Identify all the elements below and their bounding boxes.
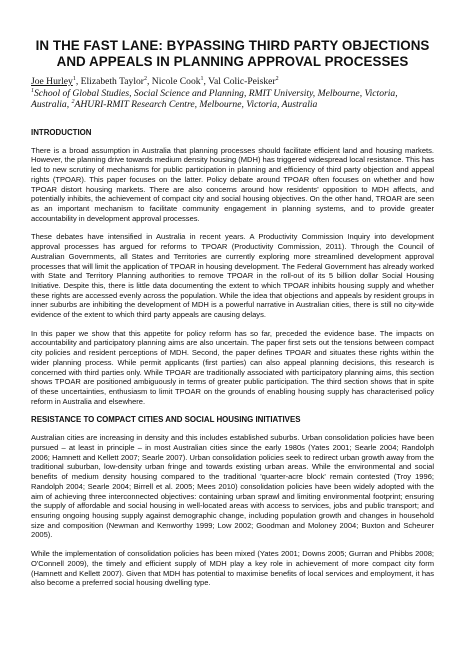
affiliation-text: AHURI-RMIT Research Centre, Melbourne, Victoria, Australia [74, 99, 318, 111]
affiliation-line-2 [31, 99, 434, 111]
author-separator: , [146, 76, 152, 87]
spacer [31, 111, 434, 128]
affiliations [31, 88, 434, 111]
author-separator: , [75, 76, 81, 87]
section-heading: INTRODUCTION [31, 127, 92, 137]
title-line-2: AND APPEALS IN PLANNING APPROVAL PROCESSES [56, 53, 409, 69]
body-paragraph: There is a broad assumption in Australia that planning processes should facilitate efficient land and housing markets. However, the planning drive towards medium density housing (MDH) has triggered widespread local resistance. This has led to new scrutiny of mechanisms for public participation in planning and efficiency of third party objection and appeal rights (TPOAR). This paper focuses on the latter. Policy debate around TPOAR often focuses on whether and how TPOAR distort housing markets. There are also concerns around how residents' opposition to MDH affects, and potentially inhibits, the achievement of compact city and social housing objectives. On the other hand, TROAR are seen as an important mechanism to facilitate community engagement in planning systems, and to provide greater accountability in development approval processes. [31, 145, 434, 223]
paper-title [31, 38, 434, 69]
author-separator: , [203, 76, 209, 87]
title-line-1: IN THE FAST LANE: BYPASSING THIRD PARTY OBJECTIONS [35, 38, 430, 53]
affiliation-line-1 [31, 88, 434, 100]
affiliation-text: Australia, [31, 99, 72, 111]
author-affiliation-mark: 1 [72, 75, 76, 82]
body-paragraph: While the implementation of consolidation policies has been mixed (Yates 2001; Downs 2005; Gurran and Phibbs 2008; O'Connell 2009), the timely and efficient supply of MDH play a key role in achievement of more compact city form (Hamnett and Kellett 2007). Given that MDH has potential to maximise benefits of local services and employment, it has also become a preferred social housing dwelling type. [31, 549, 434, 588]
body-paragraph: Australian cities are increasing in density and this includes established suburbs. Urban consolidation policies have been pursued – at least in principle – in most Australian cities since the early 1980s (Yates 2001; Searle 2004; Randolph 2006; Hamnett and Kellett 2007; Searle 2007). Urban consolidation policies seek to redirect urban growth away from the traditional suburban, low-density urban fringe and towards existing urban areas. While the environmental and social benefits of medium density housing compared to the traditional 'quarter-acre block' remain contested (Troy 1996; Randolph 2004; Searle 2004; Birrell et al. 2005; Mees 2010) consolidation policies have been widely adopted with the aim of achieving three interconnected objectives: containing urban sprawl and limiting environmental footprint; ensuring the supply of affordable and social housing in well-located areas with access to services, jobs and public transport; and ensuring ongoing housing supply against demographic change, including population growth and changes in household size and composition (Newman and Kenworthy 1999; Low 2002; Goodman and Moloney 2004; Buxton and Scheurer 2005). [31, 433, 434, 540]
affiliation-mark: 2 [71, 99, 75, 105]
author-list [31, 76, 434, 88]
section-heading: RESISTANCE TO COMPACT CITIES AND SOCIAL HOUSING INITIATIVES [31, 415, 301, 425]
body-paragraph: In this paper we show that this appetite for policy reform has so far, preceded the evidence base. The impacts on accountability and participatory planning aims are also uncertain. The paper first sets out the tensions between compact city policies and resident perceptions of MDH. Second, the paper defines TPOAR and situates these rights within the wider planning process. While permit applicants (first parties) can also appeal planning decisions, this research is concerned with third parties only. While TPOAR are traditionally associated with participatory planning aims, this section shows TPOAR are positioned ambiguously in terms of greater public participation. The third section shows that in spite of these uncertainties, enthusiasm to limit TPOAR on the grounds of enabling housing supply has characterised policy reform in Australia and elsewhere. [31, 328, 434, 406]
author-affiliation-mark: 2 [275, 75, 279, 82]
author-name: Joe Hurley [31, 76, 73, 87]
affiliation-mark: 1 [31, 87, 34, 94]
body-paragraph: These debates have intensified in Australia in recent years. A Productivity Commission Inquiry into development approval processes has argued for reforms to TPOAR (Productivity Commission, 2011). Through the Council of Australian Governments, all States and Territories are currently exploring more streamlined development approval processes that will limit the application of TPOAR in housing development. The Federal Government has already worked with State and Territory Planning authorities to remove TPOAR in the roll-out of its 5 billion dollar Social Housing Initiative. Despite this, there is little data documenting the extent to which TPOAR inhibits housing supply and whether these rights are accessed evenly across the population. While the idea that objections and appeals by resident groups in inner suburbs are inhibiting the development of MDH is a powerful narrative in Australian cities, there is still no city-wide evidence of the extent to which third party appeals are causing delays. [31, 232, 434, 320]
author-name: Nicole Cook [151, 76, 201, 87]
author-name: Elizabeth Taylor [80, 76, 144, 87]
author-affiliation-mark: 1 [200, 75, 204, 82]
author-name: Val Colic-Peisker [208, 76, 276, 87]
author-affiliation-mark: 2 [143, 75, 147, 82]
affiliation-text: School of Global Studies, Social Science and Planning, RMIT University, Melbourne, Victoria, [34, 87, 398, 99]
